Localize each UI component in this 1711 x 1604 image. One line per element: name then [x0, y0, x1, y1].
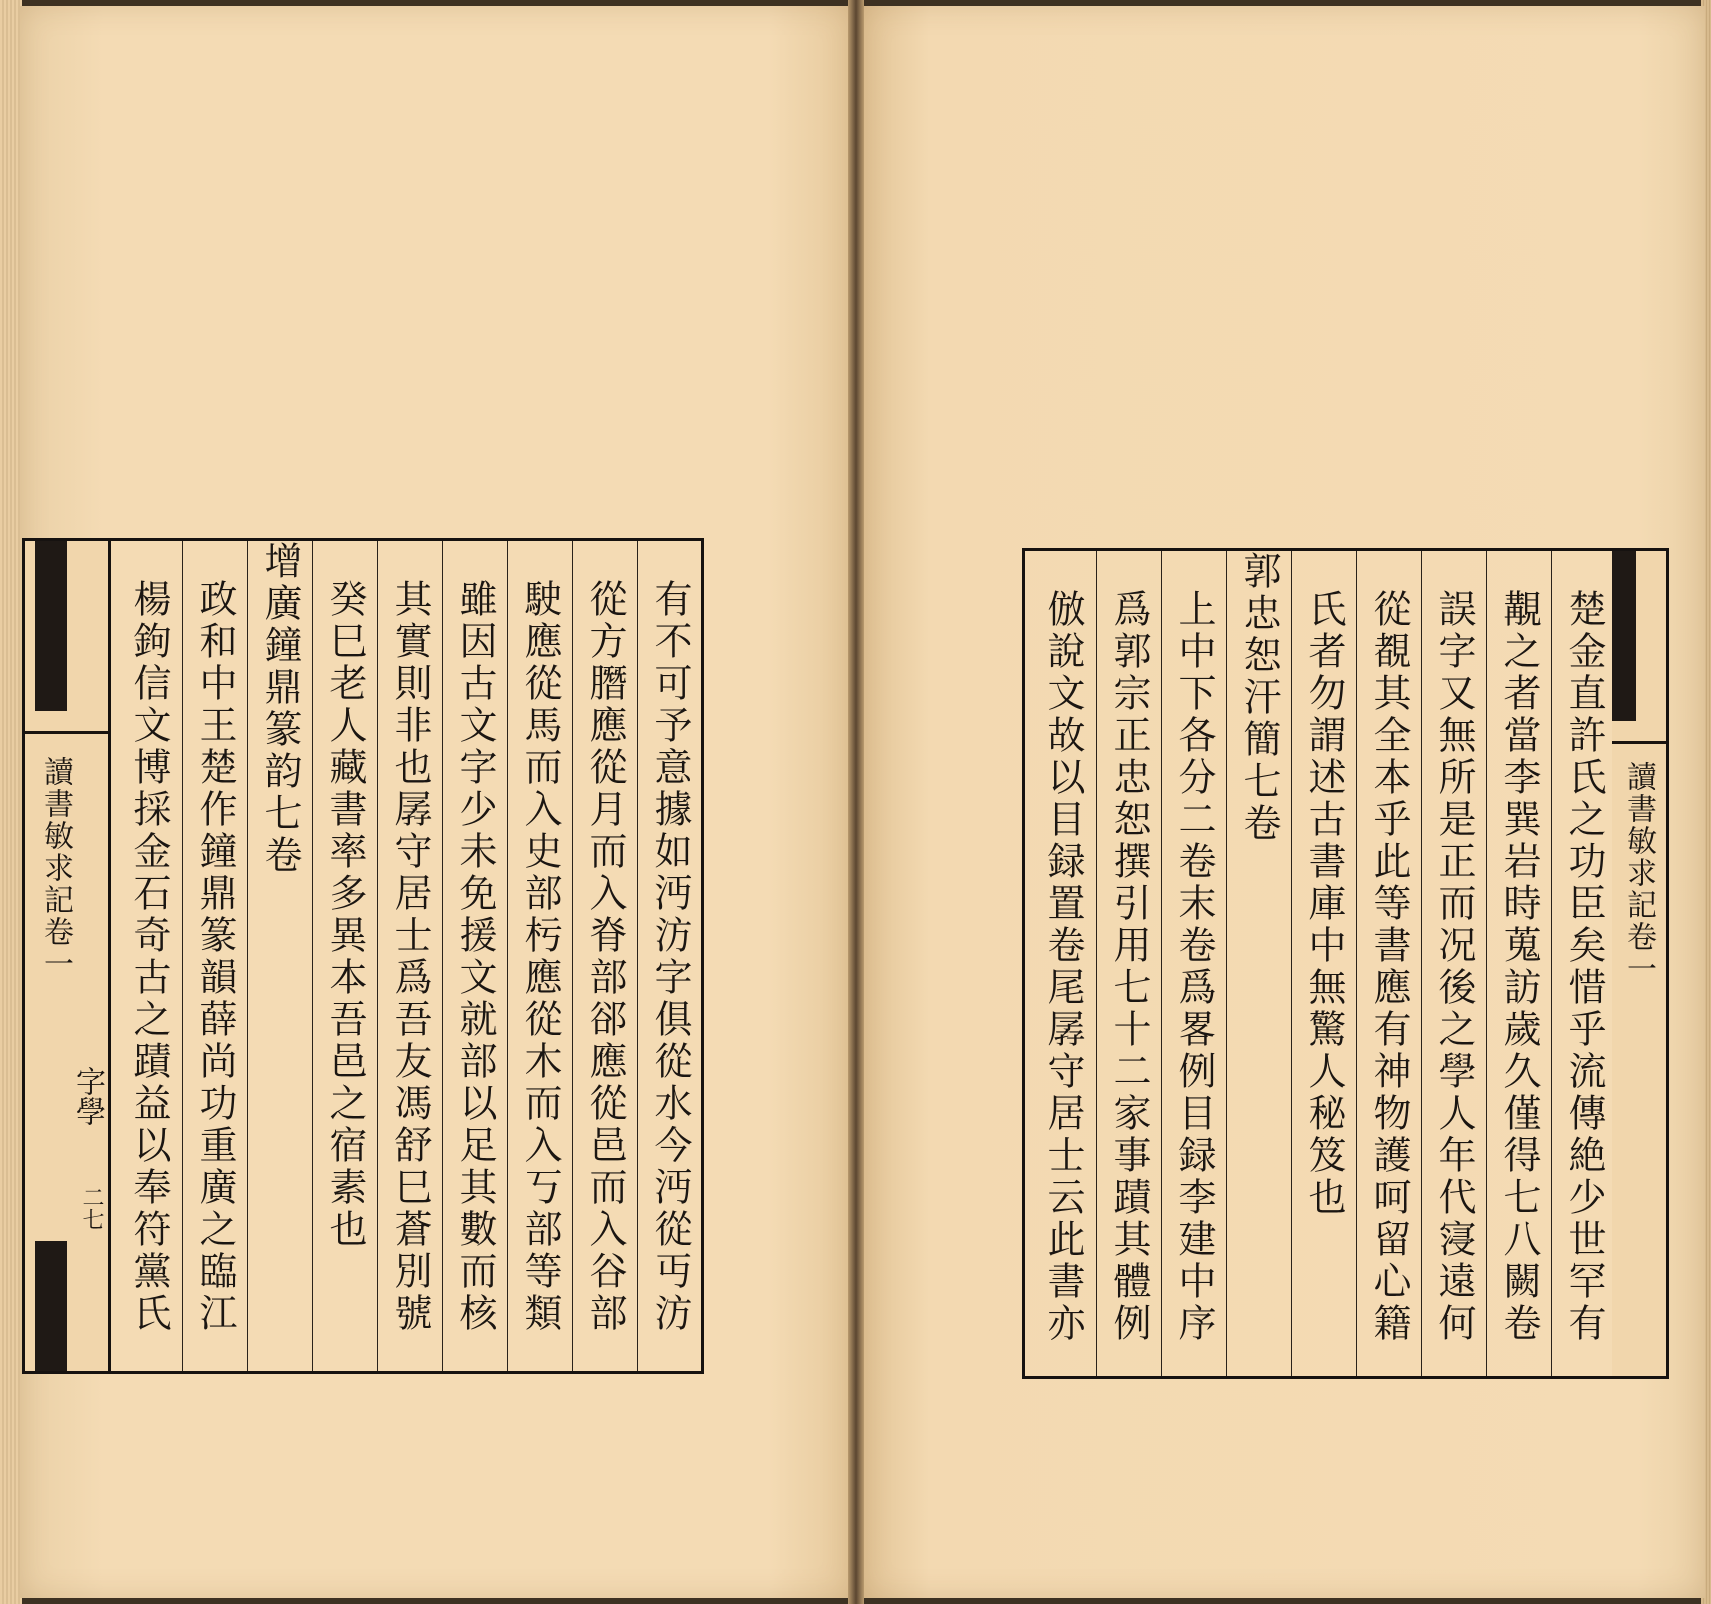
left-column-1-text: 有不可予意據如沔汸字俱從水今沔從丏汸	[648, 579, 692, 1335]
right-column-2	[1486, 551, 1551, 1376]
left-column-6-text: 癸巳老人藏書率多異本吾邑之宿素也	[323, 579, 367, 1251]
right-column-4-text: 從覩其全本乎此等書應有神物護呵留心籍	[1367, 589, 1411, 1345]
right-column-6	[1226, 551, 1291, 1376]
left-column-4	[442, 541, 507, 1371]
left-column-2	[572, 541, 637, 1371]
right-column-9-text: 倣說文故以目録置卷尾孱守居士云此書亦	[1041, 589, 1085, 1345]
right-column-1	[1551, 551, 1616, 1376]
left-column-2-text: 從方䐶應從月而入脊部郤應從邑而入谷部	[583, 579, 627, 1335]
left-column-3-text: 駛應從馬而入史部杇應從木而入丂部等類	[518, 579, 562, 1335]
right-column-7-text: 上中下各分二卷末卷爲畧例目録李建中序	[1172, 589, 1216, 1345]
right-column-8	[1096, 551, 1161, 1376]
right-column-2-text: 覯之者當李巽岩時蒐訪歲久僅得七八闕卷	[1497, 589, 1541, 1345]
left-column-3	[507, 541, 572, 1371]
left-column-9-text: 楊鉤信文博採金石奇古之蹟益以奉符黨氏	[127, 579, 171, 1335]
right-column-5-text: 氏者勿謂述古書庫中無驚人秘笈也	[1302, 589, 1346, 1219]
right-column-8-text: 爲郭宗正忠恕撰引用七十二家事蹟其體例	[1107, 589, 1151, 1345]
left-column-8	[182, 541, 247, 1371]
left-column-7-heading: 增廣鐘鼎篆韵七卷	[258, 541, 302, 877]
right-column-3	[1421, 551, 1486, 1376]
black-mouth-top-right	[1612, 551, 1636, 721]
page-edges-left	[0, 0, 22, 1604]
right-text-block	[1022, 548, 1618, 1379]
fish-tail-mark	[25, 731, 111, 754]
right-column-4	[1356, 551, 1421, 1376]
right-page-margin-banner	[1612, 548, 1669, 1379]
left-header-title: 讀書敏求記卷一	[38, 756, 73, 980]
right-column-5	[1291, 551, 1356, 1376]
left-column-4-text: 雖因古文字少未免援文就部以足其數而核	[453, 579, 497, 1335]
right-column-3-text: 誤字又無所是正而况後之學人年代寖遠何	[1432, 589, 1476, 1345]
left-column-5-text: 其實則非也孱守居士爲吾友馮舒巳蒼別號	[388, 579, 432, 1335]
left-column-8-text: 政和中王楚作鐘鼎篆韻薛尚功重廣之臨江	[193, 579, 237, 1335]
right-column-9	[1031, 551, 1095, 1376]
right-column-7	[1161, 551, 1226, 1376]
left-column-7	[247, 541, 312, 1371]
left-column-1	[637, 541, 702, 1371]
book-gutter	[848, 0, 864, 1604]
black-mouth-top	[35, 541, 67, 711]
left-text-block	[108, 538, 704, 1374]
right-header-title: 讀書敏求記卷一	[1621, 761, 1656, 985]
left-page-margin-banner	[22, 538, 111, 1374]
left-page-number: 二七	[79, 1186, 104, 1230]
left-column-5	[377, 541, 442, 1371]
left-section-label: 字學	[70, 1066, 105, 1126]
left-column-9	[117, 541, 181, 1371]
right-column-6-heading: 郭忠恕汗簡七卷	[1237, 551, 1281, 845]
black-mouth-bottom	[35, 1241, 67, 1371]
left-column-6	[312, 541, 377, 1371]
right-column-1-text: 楚金直許氏之功臣矣惜乎流傳絶少世罕有	[1562, 589, 1606, 1345]
